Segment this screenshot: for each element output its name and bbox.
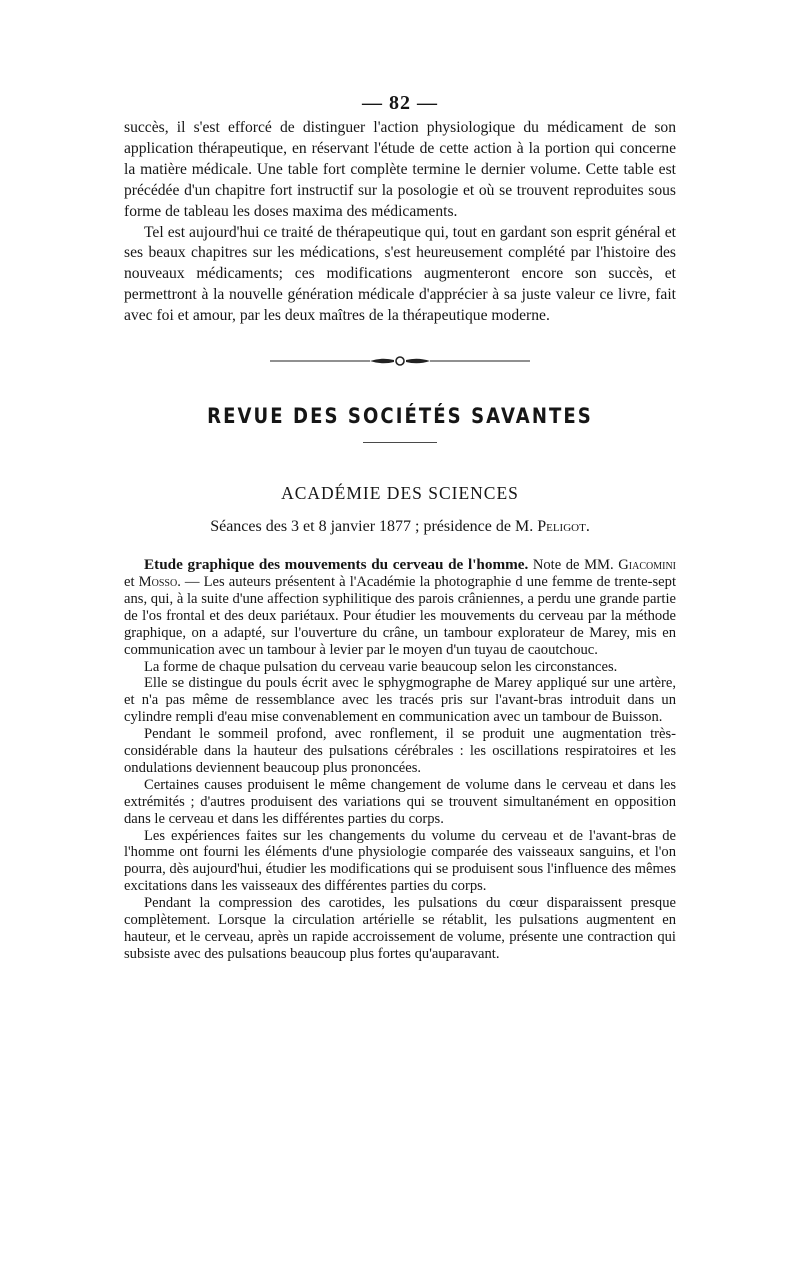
session-end: . [585, 518, 590, 536]
article-paragraph-5: Certaines causes produisent le même changement de volume dans le cerveau et dans les extrémités ; d'autres produisent des variations qui se trouvent simultanément en opposition dans le cerveau et dans les différentes parties du corps. [124, 776, 676, 827]
article-title: Etude graphique des mouvements du cerveau de l'homme. [144, 556, 529, 574]
academy-title: ACADÉMIE DES SCIENCES [281, 483, 519, 504]
intro-paragraph-1: succès, il s'est efforcé de distinguer l'action physiologique du médicament de son application thérapeutique, en réservant l'étude de cette action à la portion qui concerne la matière médicale. Une table fort complète termine le dernier volume. Cette table est précédée d'un chapitre fort instructif sur la posologie et où se trouvent reproduites sous forme de tableau les doses maxima des médicaments. [124, 119, 676, 220]
document-page [124, 88, 676, 963]
article [124, 557, 676, 963]
short-divider [363, 442, 437, 443]
article-first-paragraph [124, 557, 676, 658]
article-paragraph-2: La forme de chaque pulsation du cerveau varie beaucoup selon les circonstances. [144, 658, 618, 675]
article-note-and: et [124, 573, 139, 590]
intro-paragraph-2: Tel est aujourd'hui ce traité de thérapeutique qui, tout en gardant son esprit général et ses beaux chapitres sur les médications, s'est heureusement complété par l'histoire des nouveaux médicaments; ces modifications augmenteront encore son succès, et permettront à la nouvelle génération médicale d'apprécier à sa juste valeur ce livre, fait avec foi et amour, par les deux maîtres de la thérapeutique moderne. [124, 223, 676, 325]
ornament-rule-icon [270, 354, 530, 368]
page-number: — 82 — [362, 92, 438, 114]
author-mosso: Mosso [138, 573, 178, 590]
president-name: Peligot [537, 518, 586, 536]
article-paragraph-6: Les expériences faites sur les changements du volume du cerveau et de l'avant-bras de l'homme ont fourni les éléments d'une physiologie comparée des vaisseaux sanguins, et l'on pourra, dès aujourd'hui, étudier les modifications qui se produisent sous l'influence des mêmes excitations dans les vaisseaux des différentes parties du corps. [124, 827, 676, 895]
article-paragraph-4: Pendant le sommeil profond, avec ronflement, il se produit une augmentation très-considérable dans la hauteur des pulsations cérébrales : les oscillations respiratoires et les ondulations deviennent beaucoup plus prononcées. [124, 726, 676, 776]
session-text: Séances des 3 et 8 janvier 1877 ; présidence de M. [210, 518, 538, 536]
section-heading: REVUE DES SOCIÉTÉS SAVANTES [207, 404, 593, 429]
session-line [124, 515, 676, 539]
article-first-paragraph-text: . — Les auteurs présentent à l'Académie la photographie d une femme de trente-sept ans, qui, à la suite d'une affection syphilitique des parois crâniennes, a perdu une grande partie de l'os frontal et des deux pariétaux. Pour étudier les mouvements du cerveau par la méthode graphique, on a adapté, sur l'ouverture du crâne, un tambour explorateur de Marey, mis en communication avec un tambour à levier par le moyen d'un tuyau de caoutchouc. [124, 573, 677, 658]
article-paragraph-3: Elle se distingue du pouls écrit avec le sphygmographe de Marey appliqué sur une artère, et n'a pas même de ressemblance avec les tracés pris sur l'avant-bras introduit dans un cylindre rempli d'eau mise convenablement en communication avec un tambour de Buisson. [124, 675, 676, 726]
article-paragraph-7: Pendant la compression des carotides, les pulsations du cœur disparaissent presque complètement. Lorsque la circulation artérielle se rétablit, les pulsations augmentent en hauteur, et le cerveau, après un rapide accroissement de volume, présente une contraction qui subsiste avec des pulsations beaucoup plus fortes qu'auparavant. [124, 895, 676, 962]
author-giacomini: Giacomini [618, 557, 676, 574]
article-note-prefix: Note de MM. [528, 557, 619, 574]
ornamental-divider [124, 354, 676, 368]
intro-text [124, 118, 676, 327]
